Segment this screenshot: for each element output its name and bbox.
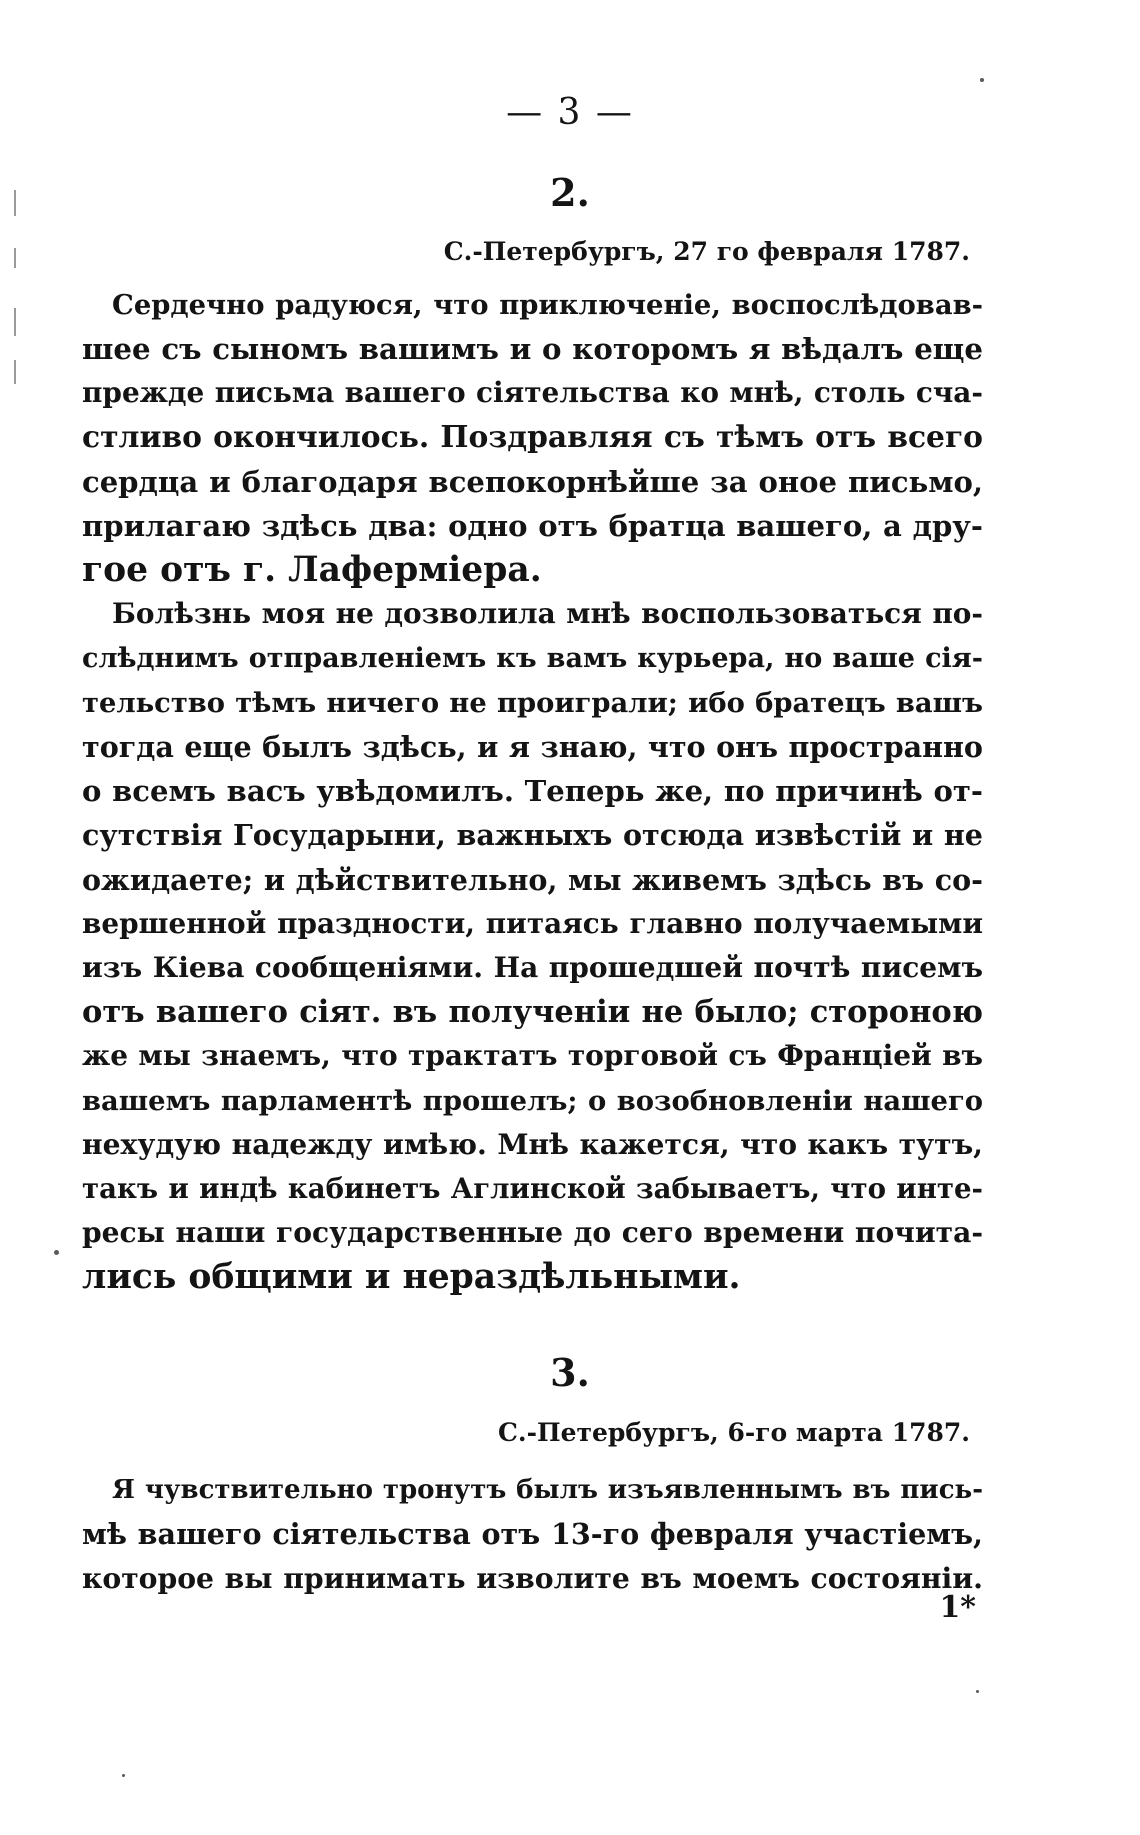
dateline: С.-Петербургъ, 6-го марта 1787.	[498, 1418, 970, 1447]
text-line: же мы знаемъ, что трактатъ торговой съ Франціей въ	[82, 1039, 983, 1073]
text-line: прилагаю здѣсь два: одно отъ братца вашего, а дру-	[82, 509, 983, 544]
scan-speck	[122, 1774, 125, 1777]
text-line: такъ и индѣ кабинетъ Аглинской забываетъ, что инте-	[82, 1172, 983, 1206]
paragraph	[82, 283, 983, 592]
letter-body	[82, 1468, 983, 1601]
text-line: нехудую надежду имѣю. Мнѣ кажется, что какъ тутъ,	[82, 1127, 983, 1161]
text-line: шее съ сыномъ вашимъ и о которомъ я вѣдалъ еще	[82, 332, 983, 367]
text-line: Я чувствительно тронутъ былъ изъявленнымъ въ пись-	[112, 1475, 983, 1505]
text-line: Сердечно радуюся, что приключеніе, воспослѣдовав-	[112, 289, 983, 321]
text-line: вашемъ парламентѣ прошелъ; о возобновленіи нашего	[82, 1084, 983, 1117]
dateline: С.-Петербургъ, 27 го февраля 1787.	[443, 237, 970, 266]
text-line: о всемъ васъ увѣдомилъ. Теперь же, по причинѣ от-	[82, 774, 983, 809]
letter-number: 3.	[550, 1350, 590, 1395]
page-number: — 3 —	[506, 92, 634, 133]
text-line: изъ Кіева сообщеніями. На прошедшей почтѣ писемъ	[82, 951, 983, 985]
text-line: тогда еще былъ здѣсь, и я знаю, что онъ пространно	[82, 730, 983, 765]
scan-mark	[14, 248, 16, 268]
scan-speck	[976, 1690, 979, 1693]
scan-speck	[980, 78, 984, 82]
paragraph	[82, 592, 983, 1299]
text-line: слѣднимъ отправленіемъ къ вамъ курьера, но ваше сія-	[82, 642, 983, 674]
text-line: лись общими и нераздѣльными.	[82, 1257, 741, 1298]
text-line: прежде письма вашего сіятельства ко мнѣ, столь сча-	[82, 376, 983, 410]
text-line: сутствія Государыни, важныхъ отсюда извѣстій и не	[82, 818, 983, 853]
scan-speck	[54, 1250, 59, 1255]
text-line: тельство тѣмъ ничего не проиграли; ибо братецъ вашъ	[82, 686, 983, 719]
text-line: мѣ вашего сіятельства отъ 13-го февраля участіемъ,	[82, 1517, 983, 1552]
scan-mark	[14, 190, 16, 216]
text-line: ресы наши государственные до сего времени почита-	[82, 1216, 983, 1250]
text-line: которое вы принимать изволите въ моемъ состояніи.	[82, 1561, 983, 1596]
text-line: вершенной праздности, питаясь главно получаемыми	[82, 906, 983, 940]
text-line: ожидаете; и дѣйствительно, мы живемъ здѣсь въ со-	[82, 862, 983, 897]
scan-mark	[14, 308, 16, 336]
paragraph	[82, 1468, 983, 1601]
letter-body	[82, 283, 983, 1300]
letter-number: 2.	[550, 170, 590, 215]
text-line: сердца и благодаря всепокорнѣйше за оное письмо,	[82, 464, 983, 499]
text-line: гое отъ г. Лаферміера.	[82, 550, 542, 591]
signature-mark: 1*	[939, 1590, 976, 1625]
text-line: стливо окончилось. Поздравляя съ тѣмъ отъ всего	[82, 419, 983, 455]
text-line: Болѣзнь моя не дозволила мнѣ воспользоваться по-	[112, 597, 983, 631]
text-line: отъ вашего сіят. въ полученіи не было; стороною	[82, 994, 983, 1031]
scan-mark	[14, 360, 16, 384]
